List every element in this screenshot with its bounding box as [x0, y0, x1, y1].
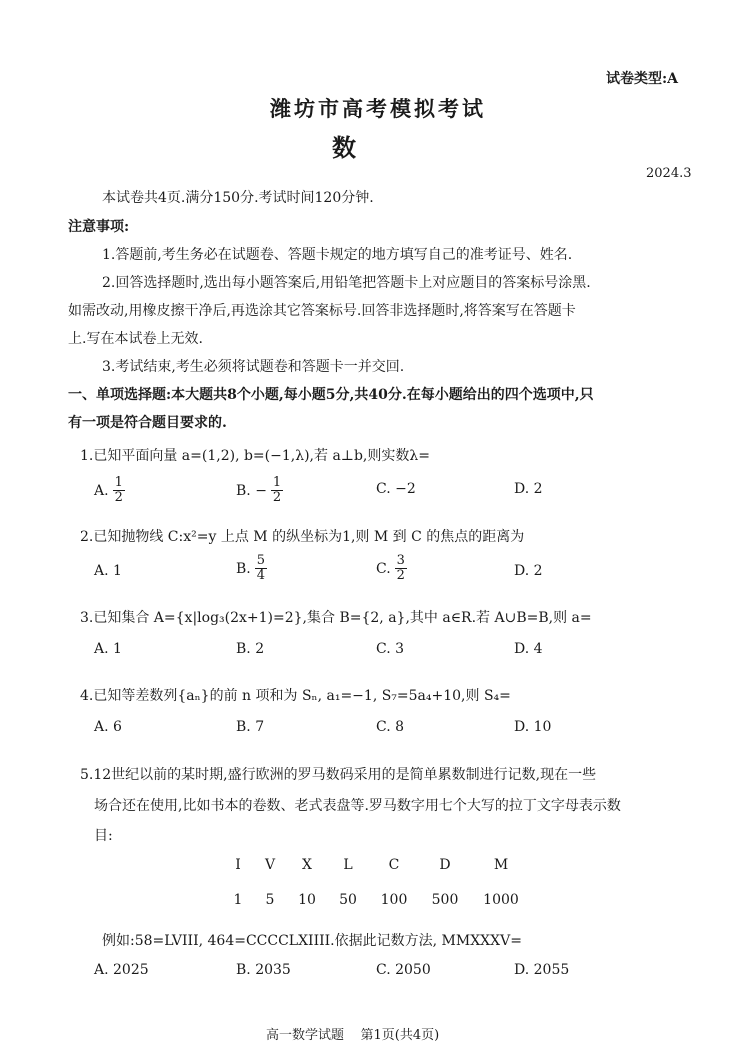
q4-option-a[interactable]: A. 6	[94, 719, 122, 735]
roman-letter: L	[343, 857, 353, 873]
q1-option-b-label: B. −	[236, 482, 267, 499]
q2-option-b-label: B.	[236, 560, 251, 577]
q4-option-d[interactable]: D. 10	[514, 719, 552, 735]
roman-value: 100	[380, 892, 408, 908]
roman-letter: C	[388, 857, 400, 873]
q4-option-b[interactable]: B. 7	[236, 719, 265, 735]
q2-option-c-fraction	[395, 554, 407, 583]
subject-title: 数	[332, 133, 356, 162]
question-5-stem-2: 场合还在使用,比如书本的卷数、老式表盘等.罗马数字用七个大写的拉丁文字母表示数	[94, 798, 621, 814]
q3-option-c[interactable]: C. 3	[376, 641, 405, 657]
q2-b-numerator: 5	[256, 553, 266, 568]
q2-option-b[interactable]	[236, 554, 267, 583]
notice-1: 1.答题前,考生务必在试题卷、答题卡规定的地方填写自己的准考证号、姓名.	[102, 247, 573, 263]
question-5-stem-1: 5.12世纪以前的某时期,盛行欧洲的罗马数码采用的是简单累数制进行记数,现在一些	[80, 767, 597, 783]
q2-option-b-fraction	[255, 554, 267, 583]
question-5-stem-3: 目:	[94, 828, 113, 844]
roman-value: 10	[298, 892, 316, 908]
question-2-stem: 2.已知抛物线 C:x²=y 上点 M 的纵坐标为1,则 M 到 C 的焦点的距离为	[80, 529, 525, 545]
q3-option-a[interactable]: A. 1	[94, 641, 122, 657]
q1-option-a-fraction	[113, 476, 125, 505]
q1-option-d[interactable]: D. 2	[514, 481, 543, 497]
roman-letter: X	[302, 857, 312, 873]
notice-2c: 上.写在本试卷上无效.	[68, 331, 203, 347]
q1-b-denominator: 2	[272, 490, 282, 505]
q4-option-c[interactable]: C. 8	[376, 719, 405, 735]
q2-option-c[interactable]	[376, 554, 407, 583]
notice-2b: 如需改动,用橡皮擦干净后,再选涂其它答案标号.回答非选择题时,将答案写在答题卡	[68, 303, 576, 319]
question-3-stem: 3.已知集合 A={x|log₃(2x+1)=2},集合 B={2, a},其中 a∈R.若 A∪B=B,则 a=	[80, 610, 592, 626]
q5-option-c[interactable]: C. 2050	[376, 962, 431, 978]
roman-letter: M	[493, 857, 509, 873]
roman-value: 500	[431, 892, 459, 908]
q5-option-b[interactable]: B. 2035	[236, 962, 291, 978]
intro-line: 本试卷共4页.满分150分.考试时间120分钟.	[102, 190, 374, 206]
question-1-stem: 1.已知平面向量 a=(1,2), b=(−1,λ),若 a⊥b,则实数λ=	[80, 448, 430, 464]
notice-title: 注意事项:	[68, 219, 130, 235]
q1-a-denominator: 2	[114, 490, 123, 505]
exam-date: 2024.3	[646, 166, 692, 181]
section-1-heading: 一、单项选择题:本大题共8个小题,每小题5分,共40分.在每小题给出的四个选项中,只	[68, 387, 594, 403]
roman-letter: I	[235, 857, 241, 873]
q1-option-c[interactable]: C. −2	[376, 481, 416, 497]
roman-value: 1	[233, 892, 243, 908]
roman-value: 5	[265, 892, 275, 908]
roman-value: 50	[339, 892, 357, 908]
q2-option-c-label: C.	[376, 560, 391, 577]
question-4-stem: 4.已知等差数列{aₙ}的前 n 项和为 Sₙ, a₁=−1, S₇=5a₄+10,则 S₄=	[80, 688, 511, 704]
q2-b-denominator: 4	[256, 568, 266, 583]
q5-option-a[interactable]: A. 2025	[94, 962, 149, 978]
roman-value: 1000	[483, 892, 519, 908]
q2-option-a[interactable]: A. 1	[94, 563, 122, 579]
page-footer: 高一数学试题 第1页(共4页)	[266, 1028, 440, 1043]
q1-option-b[interactable]	[236, 476, 283, 505]
question-5-example: 例如:58=LVIII, 464=CCCCLXIIII.依据此记数方法, MMXXXV=	[102, 933, 522, 949]
notice-2a: 2.回答选择题时,选出每小题答案后,用铅笔把答题卡上对应题目的答案标号涂黑.	[102, 275, 591, 291]
q2-c-denominator: 2	[396, 568, 405, 583]
q3-option-b[interactable]: B. 2	[236, 641, 265, 657]
q3-option-d[interactable]: D. 4	[514, 641, 543, 657]
q2-c-numerator: 3	[396, 553, 405, 568]
q5-option-d[interactable]: D. 2055	[514, 962, 570, 978]
q1-b-numerator: 1	[272, 475, 282, 490]
q1-option-b-fraction	[271, 476, 283, 505]
q1-option-a[interactable]	[94, 476, 125, 505]
roman-letter: V	[264, 857, 276, 873]
page-title: 潍坊市高考模拟考试	[270, 96, 486, 121]
section-1-heading-cont: 有一项是符合题目要求的.	[68, 415, 227, 431]
q1-option-a-label: A.	[94, 482, 109, 499]
q2-option-d[interactable]: D. 2	[514, 563, 543, 579]
roman-letter: D	[439, 857, 451, 873]
notice-3: 3.考试结束,考生必须将试题卷和答题卡一并交回.	[102, 359, 405, 375]
paper-type: 试卷类型:A	[606, 71, 679, 87]
q1-a-numerator: 1	[114, 475, 123, 490]
